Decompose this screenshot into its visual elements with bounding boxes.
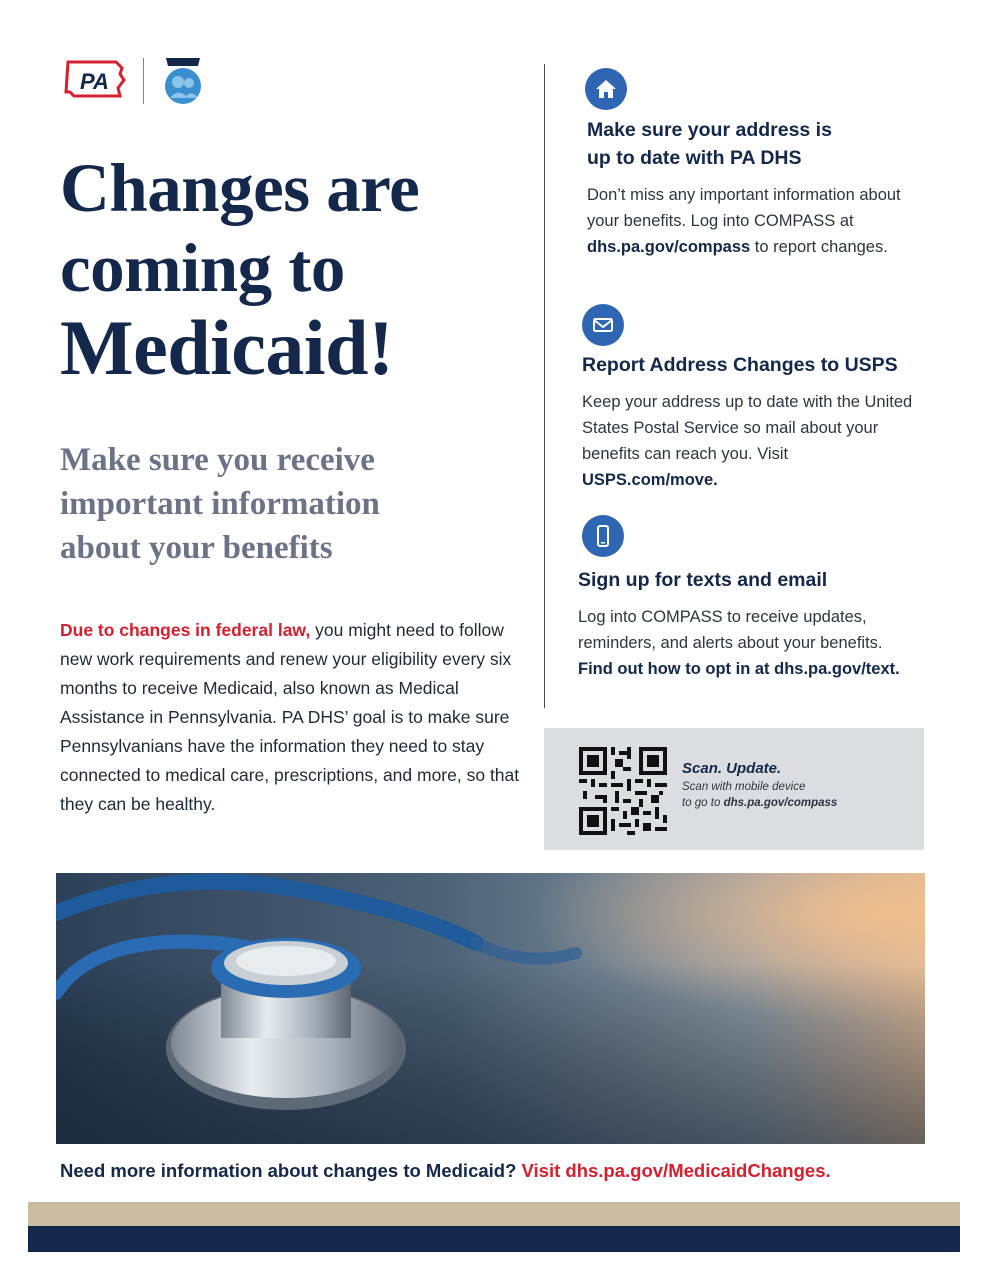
- stethoscope-photo: [56, 873, 925, 1144]
- usps-link[interactable]: USPS.com/move.: [582, 471, 718, 489]
- qr-line-1: Scan with mobile device: [682, 781, 806, 793]
- column-divider: [544, 64, 545, 708]
- dhs-seal-icon: [158, 56, 208, 106]
- subtitle: [60, 438, 520, 570]
- more-info-callout: [60, 1160, 831, 1182]
- subtitle-line-2: important information: [60, 486, 380, 522]
- address-dhs-text: Don’t miss any important information about your benefits. Log into COMPASS at: [587, 186, 901, 230]
- texts-body: [578, 604, 933, 682]
- subtitle-line-1: Make sure you receive: [60, 442, 375, 478]
- page-title: [60, 148, 530, 391]
- texts-title: Sign up for texts and email: [578, 569, 828, 591]
- address-dhs-title-line-1: Make sure your address is: [587, 119, 832, 141]
- text-link[interactable]: dhs.pa.gov/text: [774, 660, 896, 678]
- address-dhs-body: [587, 182, 927, 260]
- pa-logo-text: PA: [80, 69, 109, 94]
- title-line-3: Medicaid!: [60, 304, 394, 391]
- qr-line-2-prefix: to go to: [682, 797, 724, 809]
- intro-lead: Due to changes in federal law,: [60, 620, 311, 640]
- address-dhs-text-end: to report changes.: [750, 238, 888, 256]
- pa-logo: [62, 58, 128, 104]
- address-dhs-title-line-2: up to date with PA DHS: [587, 147, 802, 169]
- logo-divider: [143, 58, 144, 104]
- texts-text: Log into COMPASS to receive updates, reminders, and alerts about your benefits.: [578, 608, 883, 652]
- usps-text: Keep your address up to date with the United States Postal Service so mail about your benefits can reach you. Visit: [582, 393, 913, 463]
- qr-code-icon[interactable]: [579, 747, 667, 835]
- texts-opt-in: [578, 656, 933, 682]
- footer-navy-bar: [28, 1226, 960, 1252]
- title-line-2: coming to: [60, 230, 345, 306]
- home-icon: [585, 68, 627, 110]
- title-line-1: Changes are: [60, 150, 420, 226]
- usps-body: [582, 389, 927, 493]
- qr-instructions: [682, 779, 837, 811]
- texts-period: .: [895, 660, 900, 678]
- qr-compass-link[interactable]: dhs.pa.gov/compass: [723, 797, 838, 809]
- texts-opt-in-text: Find out how to opt in at: [578, 660, 775, 678]
- subtitle-line-3: about your benefits: [60, 530, 333, 566]
- footer-tan-bar: [28, 1202, 960, 1226]
- address-dhs-title: [587, 116, 907, 172]
- usps-title: Report Address Changes to USPS: [582, 354, 898, 376]
- compass-link[interactable]: dhs.pa.gov/compass: [587, 238, 751, 256]
- intro-paragraph: [60, 616, 522, 819]
- intro-text: you might need to follow new work requirements and renew your eligibility every six months to receive Medicaid, also known as Medical Assistance in Pennsylvania. PA DHS’ goal is to make sure Pennsylvanians have the information they need to stay connected to medical care, prescriptions, and more, so that they can be healthy.: [60, 620, 520, 814]
- envelope-icon: [582, 304, 624, 346]
- mobile-phone-icon: [582, 515, 624, 557]
- more-info-question: Need more information about changes to Medicaid?: [60, 1160, 522, 1181]
- medicaid-changes-link[interactable]: Visit dhs.pa.gov/MedicaidChanges.: [521, 1160, 831, 1181]
- qr-title: Scan. Update.: [682, 760, 782, 777]
- qr-line-2: [682, 795, 837, 811]
